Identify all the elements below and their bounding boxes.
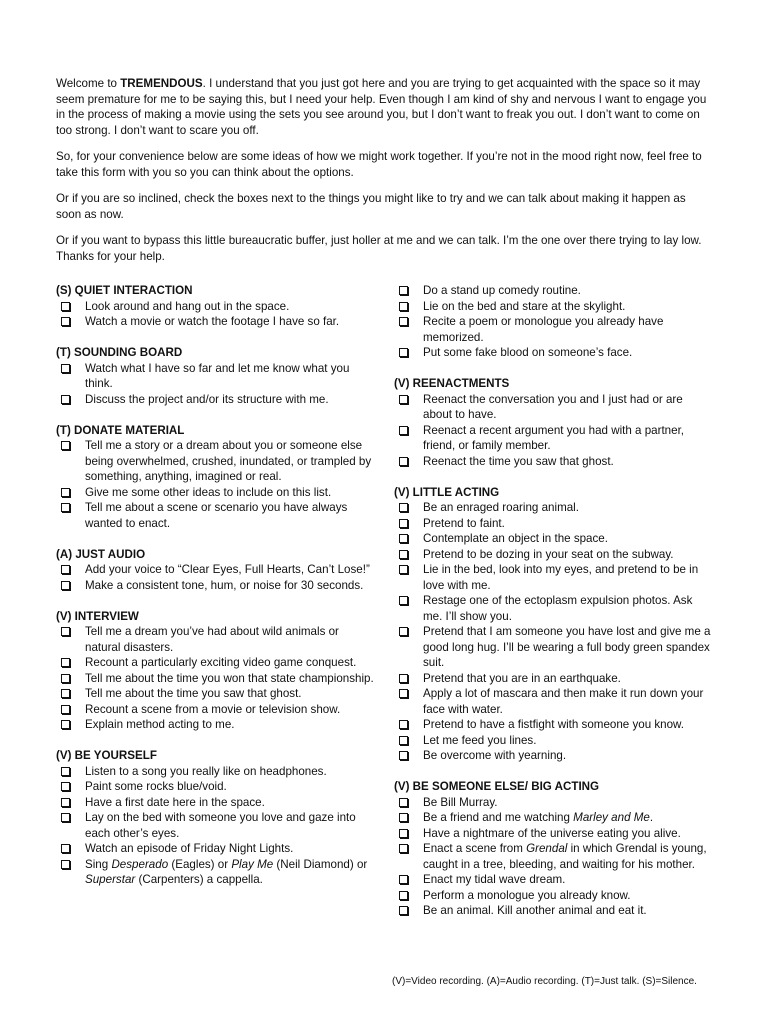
section-reenactments xyxy=(394,376,714,469)
checkbox[interactable] xyxy=(61,627,70,636)
checkbox[interactable] xyxy=(399,519,408,528)
list-item-text: Recite a poem or monologue you already have memorized. xyxy=(423,315,664,344)
list-item-text: Watch an episode of Friday Night Lights. xyxy=(85,842,294,855)
list-item-text: Do a stand up comedy routine. xyxy=(423,284,581,297)
checkbox[interactable] xyxy=(399,317,408,326)
list-item xyxy=(394,826,714,842)
checkbox[interactable] xyxy=(399,596,408,605)
checkbox[interactable] xyxy=(399,875,408,884)
checkbox[interactable] xyxy=(399,798,408,807)
section-title: (V) INTERVIEW xyxy=(56,609,139,623)
checkbox[interactable] xyxy=(61,689,70,698)
checkbox[interactable] xyxy=(399,395,408,404)
list-item-text: Pretend that you are in an earthquake. xyxy=(423,671,621,685)
book-title: Grendal xyxy=(526,842,568,855)
checkbox[interactable] xyxy=(399,534,408,543)
list-item-text: Tell me a story or a dream about you or someone else being overwhelmed, crushed, inundated, or trampled by something, anything, imagined or real. xyxy=(85,439,372,483)
checkbox[interactable] xyxy=(399,348,408,357)
list-item xyxy=(394,748,714,764)
list-item xyxy=(56,392,376,408)
list-item-text: Have a nightmare of the universe eating you alive. xyxy=(423,826,681,840)
section-sounding-board xyxy=(56,345,376,407)
list-item-text: Be overcome with yearning. xyxy=(423,749,567,762)
list-item-text: Reenact a recent argument you had with a partner, friend, or family member. xyxy=(423,423,685,452)
checkbox[interactable] xyxy=(61,720,70,729)
checkbox[interactable] xyxy=(61,813,70,822)
checkbox[interactable] xyxy=(61,767,70,776)
checkbox[interactable] xyxy=(61,798,70,807)
list-item xyxy=(394,314,714,345)
checkbox[interactable] xyxy=(399,503,408,512)
intro-paragraph-1 xyxy=(56,76,708,138)
list-item xyxy=(394,516,714,532)
checkbox[interactable] xyxy=(61,674,70,683)
checkbox[interactable] xyxy=(61,302,70,311)
checkbox[interactable] xyxy=(61,395,70,404)
checkbox[interactable] xyxy=(399,906,408,915)
checkbox[interactable] xyxy=(399,565,408,574)
left-column xyxy=(56,283,376,903)
list-item xyxy=(56,578,376,594)
song-title: Superstar xyxy=(85,873,136,886)
list-item-text: Explain method acting to me. xyxy=(85,718,235,731)
song-title: Play Me xyxy=(231,857,274,871)
section-donate-material xyxy=(56,423,376,532)
list-item xyxy=(394,795,714,811)
intro-p1-pre: Welcome to xyxy=(56,77,121,90)
list-item-text: Add your voice to “Clear Eyes, Full Hearts, Can’t Lose!” xyxy=(85,563,370,576)
checkbox[interactable] xyxy=(61,581,70,590)
list-item-text: Listen to a song you really like on headphones. xyxy=(85,764,327,778)
checkbox[interactable] xyxy=(61,705,70,714)
list-item-text: Lie in the bed, look into my eyes, and pretend to be in love with me. xyxy=(423,563,699,592)
list-item xyxy=(56,810,376,841)
list-item-text: Lie on the bed and stare at the skylight. xyxy=(423,299,626,313)
list-item-text: Put some fake blood on someone’s face. xyxy=(423,346,633,359)
section-little-acting xyxy=(394,485,714,764)
list-item xyxy=(394,903,714,919)
checkbox[interactable] xyxy=(399,844,408,853)
checkbox[interactable] xyxy=(399,457,408,466)
list-item xyxy=(394,810,714,826)
list-item xyxy=(394,733,714,749)
text-run: in which Grendal is young, caught in a tree, bleeding, and waiting for his mother. xyxy=(423,842,707,871)
list-item-text: Recount a scene from a movie or television show. xyxy=(85,702,341,716)
list-item-text: Contemplate an object in the space. xyxy=(423,532,608,545)
list-item xyxy=(394,392,714,423)
list-item-text: Tell me about a scene or scenario you have always wanted to enact. xyxy=(85,501,348,530)
list-item-text: Reenact the conversation you and I just had or are about to have. xyxy=(423,392,683,421)
list-item xyxy=(56,438,376,485)
section-title: (V) BE YOURSELF xyxy=(56,749,157,762)
checkbox[interactable] xyxy=(399,286,408,295)
text-run: Enact a scene from xyxy=(423,842,527,855)
checkbox[interactable] xyxy=(399,689,408,698)
list-item-text: Be an enraged roaring animal. xyxy=(423,501,579,514)
list-item-text: Tell me about the time you won that state championship. xyxy=(85,671,374,685)
list-item xyxy=(394,283,714,299)
list-item-text: Pretend to faint. xyxy=(423,516,505,530)
checkbox[interactable] xyxy=(61,441,70,450)
list-item xyxy=(56,702,376,718)
checkbox[interactable] xyxy=(399,829,408,838)
checkbox[interactable] xyxy=(61,860,70,869)
list-item-text: Tell me a dream you’ve had about wild animals or natural disasters. xyxy=(85,625,339,654)
intro-text xyxy=(56,76,708,275)
section-big-acting xyxy=(394,779,714,919)
list-item xyxy=(394,888,714,904)
list-item-text xyxy=(85,858,367,887)
list-item xyxy=(394,299,714,315)
checkbox[interactable] xyxy=(399,751,408,760)
list-item xyxy=(394,345,714,361)
section-title: (V) REENACTMENTS xyxy=(394,377,510,390)
section-title: (T) SOUNDING BOARD xyxy=(56,346,183,359)
list-item-text: Have a first date here in the space. xyxy=(85,795,265,809)
list-item-text: Pretend to be dozing in your seat on the subway. xyxy=(423,547,674,561)
checkbox[interactable] xyxy=(61,488,70,497)
section-just-audio xyxy=(56,547,376,594)
section-misc-acting xyxy=(394,283,714,361)
movie-title: Marley and Me xyxy=(573,811,650,824)
checkbox[interactable] xyxy=(61,658,70,667)
list-item xyxy=(56,671,376,687)
text-run: Sing xyxy=(85,857,112,871)
list-item-text: Look around and hang out in the space. xyxy=(85,299,290,313)
list-item-text: Give me some other ideas to include on this list. xyxy=(85,485,332,499)
list-item xyxy=(56,485,376,501)
intro-paragraph-3: Or if you are so inclined, check the boxes next to the things you might like to try and we can talk about making it happen as soon as now. xyxy=(56,192,686,221)
text-run: (Eagles) or xyxy=(168,857,232,871)
list-item xyxy=(56,795,376,811)
section-quiet-interaction xyxy=(56,283,376,330)
list-item xyxy=(394,671,714,687)
checkbox[interactable] xyxy=(399,426,408,435)
list-item xyxy=(56,562,376,578)
section-title: (V) BE SOMEONE ELSE/ BIG ACTING xyxy=(394,780,600,793)
list-item-text: Restage one of the ectoplasm expulsion photos. Ask me. I’ll show you. xyxy=(423,594,693,623)
section-title: (T) DONATE MATERIAL xyxy=(56,423,185,437)
list-item xyxy=(394,717,714,733)
section-title: (S) QUIET INTERACTION xyxy=(56,284,193,297)
list-item xyxy=(56,361,376,392)
list-item xyxy=(56,624,376,655)
checkbox[interactable] xyxy=(399,736,408,745)
list-item-text: Discuss the project and/or its structure with me. xyxy=(85,392,329,406)
text-run: . xyxy=(649,811,654,824)
checkbox[interactable] xyxy=(399,550,408,559)
list-item xyxy=(394,423,714,454)
list-item-text: Tell me about the time you saw that ghost. xyxy=(85,687,302,700)
right-column xyxy=(394,283,714,934)
checkbox[interactable] xyxy=(61,782,70,791)
list-item-text: Recount a particularly exciting video game conquest. xyxy=(85,656,357,669)
list-item-text: Be Bill Murray. xyxy=(423,795,498,809)
list-item-text: Make a consistent tone, hum, or noise for 30 seconds. xyxy=(85,578,364,592)
checkbox[interactable] xyxy=(399,674,408,683)
checkbox[interactable] xyxy=(399,627,408,636)
list-item-text: Paint some rocks blue/void. xyxy=(85,780,227,793)
list-item xyxy=(56,686,376,702)
list-item-text xyxy=(423,811,653,824)
checkbox[interactable] xyxy=(399,720,408,729)
list-item xyxy=(394,841,714,872)
list-item-text: Lay on the bed with someone you love and gaze into each other’s eyes. xyxy=(85,811,356,840)
legend-footer: (V)=Video recording. (A)=Audio recording. (T)=Just talk. (S)=Silence. xyxy=(392,976,697,987)
section-interview xyxy=(56,609,376,733)
list-item xyxy=(56,314,376,330)
list-item xyxy=(56,299,376,315)
list-item-text: Pretend to have a fistfight with someone you know. xyxy=(423,718,685,731)
list-item-text: Be an animal. Kill another animal and eat it. xyxy=(423,904,647,917)
section-title: (V) LITTLE ACTING xyxy=(394,485,500,499)
list-item xyxy=(56,764,376,780)
checkbox[interactable] xyxy=(399,891,408,900)
text-run: (Carpenters) a cappella. xyxy=(135,873,263,886)
list-item xyxy=(394,500,714,516)
list-item xyxy=(394,686,714,717)
section-title: (A) JUST AUDIO xyxy=(56,547,146,561)
song-title: Desperado xyxy=(111,857,169,871)
list-item xyxy=(56,857,376,888)
checkbox[interactable] xyxy=(61,565,70,574)
list-item-text: Pretend that I am someone you have lost and give me a good long hug. I’ll be wearing a full body green spandex suit. xyxy=(423,625,711,669)
list-item xyxy=(56,779,376,795)
list-item xyxy=(394,624,714,671)
checkbox[interactable] xyxy=(399,302,408,311)
checkbox[interactable] xyxy=(61,844,70,853)
list-item xyxy=(394,531,714,547)
text-run: Be a friend and me watching xyxy=(423,811,574,824)
intro-paragraph-4: Or if you want to bypass this little bureaucratic buffer, just holler at me and we can talk. I’m the one over there trying to lay low. Thanks for your help. xyxy=(56,234,702,263)
intro-p1-bold: TREMENDOUS xyxy=(120,77,203,90)
checkbox[interactable] xyxy=(61,317,70,326)
section-be-yourself xyxy=(56,748,376,888)
checkbox[interactable] xyxy=(61,364,70,373)
list-item-text: Enact my tidal wave dream. xyxy=(423,873,566,886)
intro-p1-post: . I understand that you just got here and you are trying to get acquainted with the space so it may seem premature for me to be saying this, but I need your help. Even though I am kind of shy and nervous I want to engage you in the process of making a movie using the sets you see around you, but I don’t want to freak you out. I don’t want to come on too strong. I don’t want to scare you off. xyxy=(56,77,707,137)
list-item xyxy=(394,562,714,593)
text-run: (Neil Diamond) or xyxy=(273,857,368,871)
list-item-text xyxy=(423,842,707,871)
list-item xyxy=(394,547,714,563)
checkbox[interactable] xyxy=(399,813,408,822)
list-item-text: Let me feed you lines. xyxy=(423,733,537,747)
list-item xyxy=(56,500,376,531)
list-item xyxy=(56,717,376,733)
list-item-text: Watch a movie or watch the footage I have so far. xyxy=(85,315,340,328)
list-item xyxy=(56,655,376,671)
list-item-text: Reenact the time you saw that ghost. xyxy=(423,454,614,468)
list-item-text: Watch what I have so far and let me know what you think. xyxy=(85,361,350,390)
list-item-text: Perform a monologue you already know. xyxy=(423,888,631,902)
checkbox[interactable] xyxy=(61,503,70,512)
list-item xyxy=(394,872,714,888)
list-item xyxy=(56,841,376,857)
list-item xyxy=(394,593,714,624)
intro-paragraph-2: So, for your convenience below are some ideas of how we might work together. If you’re not in the mood right now, feel free to take this form with you so you can think about the options. xyxy=(56,150,702,179)
list-item xyxy=(394,454,714,470)
list-item-text: Apply a lot of mascara and then make it run down your face with water. xyxy=(423,687,704,716)
